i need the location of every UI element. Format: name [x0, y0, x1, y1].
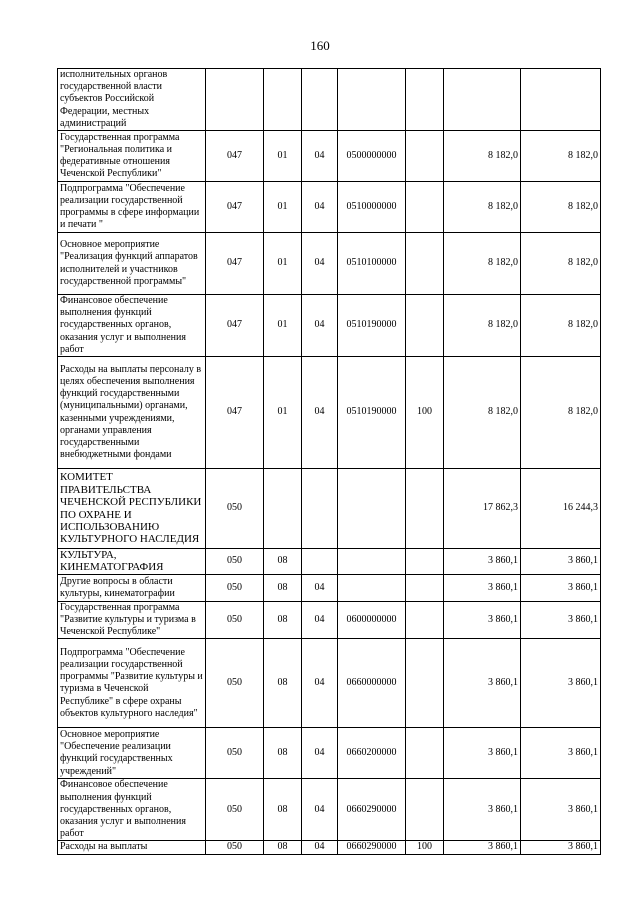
- row-sum-2021: 3 860,1: [444, 639, 521, 728]
- row-csr: 0660200000: [338, 728, 406, 779]
- page-number: 160: [310, 38, 330, 53]
- row-vr: [406, 131, 444, 182]
- table-row: [58, 357, 601, 469]
- row-name: Основное мероприятие "Обеспечение реализации функций государственных учреждений": [58, 728, 206, 779]
- row-pr: 04: [302, 295, 338, 357]
- row-rz: 01: [264, 233, 302, 295]
- row-name: КОМИТЕТ ПРАВИТЕЛЬСТВА ЧЕЧЕНСКОЙ РЕСПУБЛИКИ ПО ОХРАНЕ И ИСПОЛЬЗОВАНИЮ КУЛЬТУРНОГО НАСЛЕДИЯ: [58, 469, 206, 549]
- table-row: [58, 469, 601, 549]
- row-rz: 01: [264, 357, 302, 469]
- table-row: [58, 779, 601, 841]
- row-rz: 08: [264, 728, 302, 779]
- row-vr: [406, 469, 444, 549]
- row-ved: 050: [206, 841, 264, 854]
- row-rz: 08: [264, 574, 302, 601]
- row-ved: 050: [206, 469, 264, 549]
- row-pr: [302, 69, 338, 131]
- row-sum-2021: 8 182,0: [444, 182, 521, 233]
- row-rz: 01: [264, 131, 302, 182]
- row-vr: 100: [406, 841, 444, 854]
- row-sum-2022: 16 244,3: [521, 469, 601, 549]
- row-vr: [406, 549, 444, 575]
- row-pr: 04: [302, 233, 338, 295]
- row-ved: 047: [206, 131, 264, 182]
- table-row: [58, 728, 601, 779]
- row-pr: 04: [302, 357, 338, 469]
- row-sum-2021: 8 182,0: [444, 233, 521, 295]
- row-sum-2021: 8 182,0: [444, 131, 521, 182]
- row-sum-2021: 3 860,1: [444, 779, 521, 841]
- row-rz: 08: [264, 549, 302, 575]
- row-sum-2022: 3 860,1: [521, 841, 601, 854]
- row-ved: 050: [206, 549, 264, 575]
- row-vr: [406, 295, 444, 357]
- row-ved: 047: [206, 295, 264, 357]
- row-name: Подпрограмма "Обеспечение реализации государственной программы "Развитие культуры и туризма в Чеченской Республике" в сфере охраны объектов культурного наследия": [58, 639, 206, 728]
- row-vr: [406, 233, 444, 295]
- table-row: [58, 549, 601, 575]
- row-csr: [338, 69, 406, 131]
- table-row: [58, 295, 601, 357]
- row-rz: 08: [264, 601, 302, 639]
- row-pr: 04: [302, 601, 338, 639]
- row-sum-2022: 8 182,0: [521, 233, 601, 295]
- row-ved: 050: [206, 574, 264, 601]
- row-pr: [302, 549, 338, 575]
- row-name: Расходы на выплаты: [58, 841, 206, 854]
- row-rz: 08: [264, 841, 302, 854]
- row-csr: 0510100000: [338, 233, 406, 295]
- table-row: [58, 841, 601, 854]
- row-sum-2022: [521, 69, 601, 131]
- row-csr: [338, 549, 406, 575]
- row-vr: [406, 182, 444, 233]
- row-sum-2022: 3 860,1: [521, 549, 601, 575]
- row-sum-2022: 3 860,1: [521, 574, 601, 601]
- row-sum-2022: 3 860,1: [521, 779, 601, 841]
- row-rz: 08: [264, 639, 302, 728]
- row-sum-2021: 17 862,3: [444, 469, 521, 549]
- row-csr: 0660290000: [338, 779, 406, 841]
- row-sum-2021: 3 860,1: [444, 728, 521, 779]
- row-ved: 050: [206, 779, 264, 841]
- row-ved: [206, 69, 264, 131]
- table-row: [58, 131, 601, 182]
- row-sum-2021: 3 860,1: [444, 574, 521, 601]
- table-row: [58, 601, 601, 639]
- row-csr: 0510190000: [338, 295, 406, 357]
- table-row: [58, 574, 601, 601]
- row-vr: [406, 601, 444, 639]
- row-sum-2022: 3 860,1: [521, 639, 601, 728]
- row-sum-2021: [444, 69, 521, 131]
- row-ved: 050: [206, 639, 264, 728]
- row-csr: 0500000000: [338, 131, 406, 182]
- row-vr: [406, 779, 444, 841]
- row-sum-2021: 8 182,0: [444, 295, 521, 357]
- row-pr: 04: [302, 728, 338, 779]
- budget-table: [57, 68, 601, 855]
- row-sum-2021: 3 860,1: [444, 549, 521, 575]
- row-pr: 04: [302, 841, 338, 854]
- row-vr: [406, 69, 444, 131]
- row-name: Государственная программа "Региональная политика и федеративные отношения Чеченской Республики": [58, 131, 206, 182]
- row-name: исполнительных органов государственной власти субъектов Российской Федерации, местных администраций: [58, 69, 206, 131]
- row-name: Подпрограмма "Обеспечение реализации государственной программы в сфере информации и печати ": [58, 182, 206, 233]
- row-vr: [406, 728, 444, 779]
- table-row: [58, 233, 601, 295]
- row-sum-2022: 8 182,0: [521, 131, 601, 182]
- row-sum-2021: 3 860,1: [444, 841, 521, 854]
- row-ved: 047: [206, 233, 264, 295]
- row-csr: 0510000000: [338, 182, 406, 233]
- row-pr: 04: [302, 131, 338, 182]
- row-rz: 08: [264, 779, 302, 841]
- row-sum-2022: 3 860,1: [521, 728, 601, 779]
- row-ved: 050: [206, 728, 264, 779]
- row-rz: 01: [264, 182, 302, 233]
- row-vr: [406, 574, 444, 601]
- row-pr: 04: [302, 779, 338, 841]
- row-name: Основное мероприятие "Реализация функций аппаратов исполнителей и участников государственной программы": [58, 233, 206, 295]
- row-rz: 01: [264, 295, 302, 357]
- row-name: Расходы на выплаты персоналу в целях обеспечения выполнения функций государственными (муниципальными) органами, казенными учреждениями, органами управления государственными внебюджетными фондами: [58, 357, 206, 469]
- row-name: КУЛЬТУРА, КИНЕМАТОГРАФИЯ: [58, 549, 206, 575]
- row-sum-2022: 8 182,0: [521, 182, 601, 233]
- row-vr: [406, 639, 444, 728]
- row-name: Финансовое обеспечение выполнения функций государственных органов, оказания услуг и выполнения работ: [58, 295, 206, 357]
- row-name: Государственная программа "Развитие культуры и туризма в Чеченской Республике": [58, 601, 206, 639]
- row-ved: 047: [206, 357, 264, 469]
- row-csr: 0660000000: [338, 639, 406, 728]
- row-vr: 100: [406, 357, 444, 469]
- row-rz: [264, 469, 302, 549]
- table-row: [58, 69, 601, 131]
- table-row: [58, 182, 601, 233]
- row-pr: 04: [302, 574, 338, 601]
- row-csr: [338, 469, 406, 549]
- row-ved: 050: [206, 601, 264, 639]
- row-sum-2021: 3 860,1: [444, 601, 521, 639]
- row-rz: [264, 69, 302, 131]
- table-row: [58, 639, 601, 728]
- row-sum-2022: 3 860,1: [521, 601, 601, 639]
- row-pr: 04: [302, 639, 338, 728]
- row-sum-2022: 8 182,0: [521, 295, 601, 357]
- row-pr: [302, 469, 338, 549]
- row-csr: 0510190000: [338, 357, 406, 469]
- row-ved: 047: [206, 182, 264, 233]
- row-csr: [338, 574, 406, 601]
- row-sum-2022: 8 182,0: [521, 357, 601, 469]
- row-name: Другие вопросы в области культуры, кинематографии: [58, 574, 206, 601]
- row-name: Финансовое обеспечение выполнения функций государственных органов, оказания услуг и выполнения работ: [58, 779, 206, 841]
- row-pr: 04: [302, 182, 338, 233]
- row-csr: 0660290000: [338, 841, 406, 854]
- row-sum-2021: 8 182,0: [444, 357, 521, 469]
- row-csr: 0600000000: [338, 601, 406, 639]
